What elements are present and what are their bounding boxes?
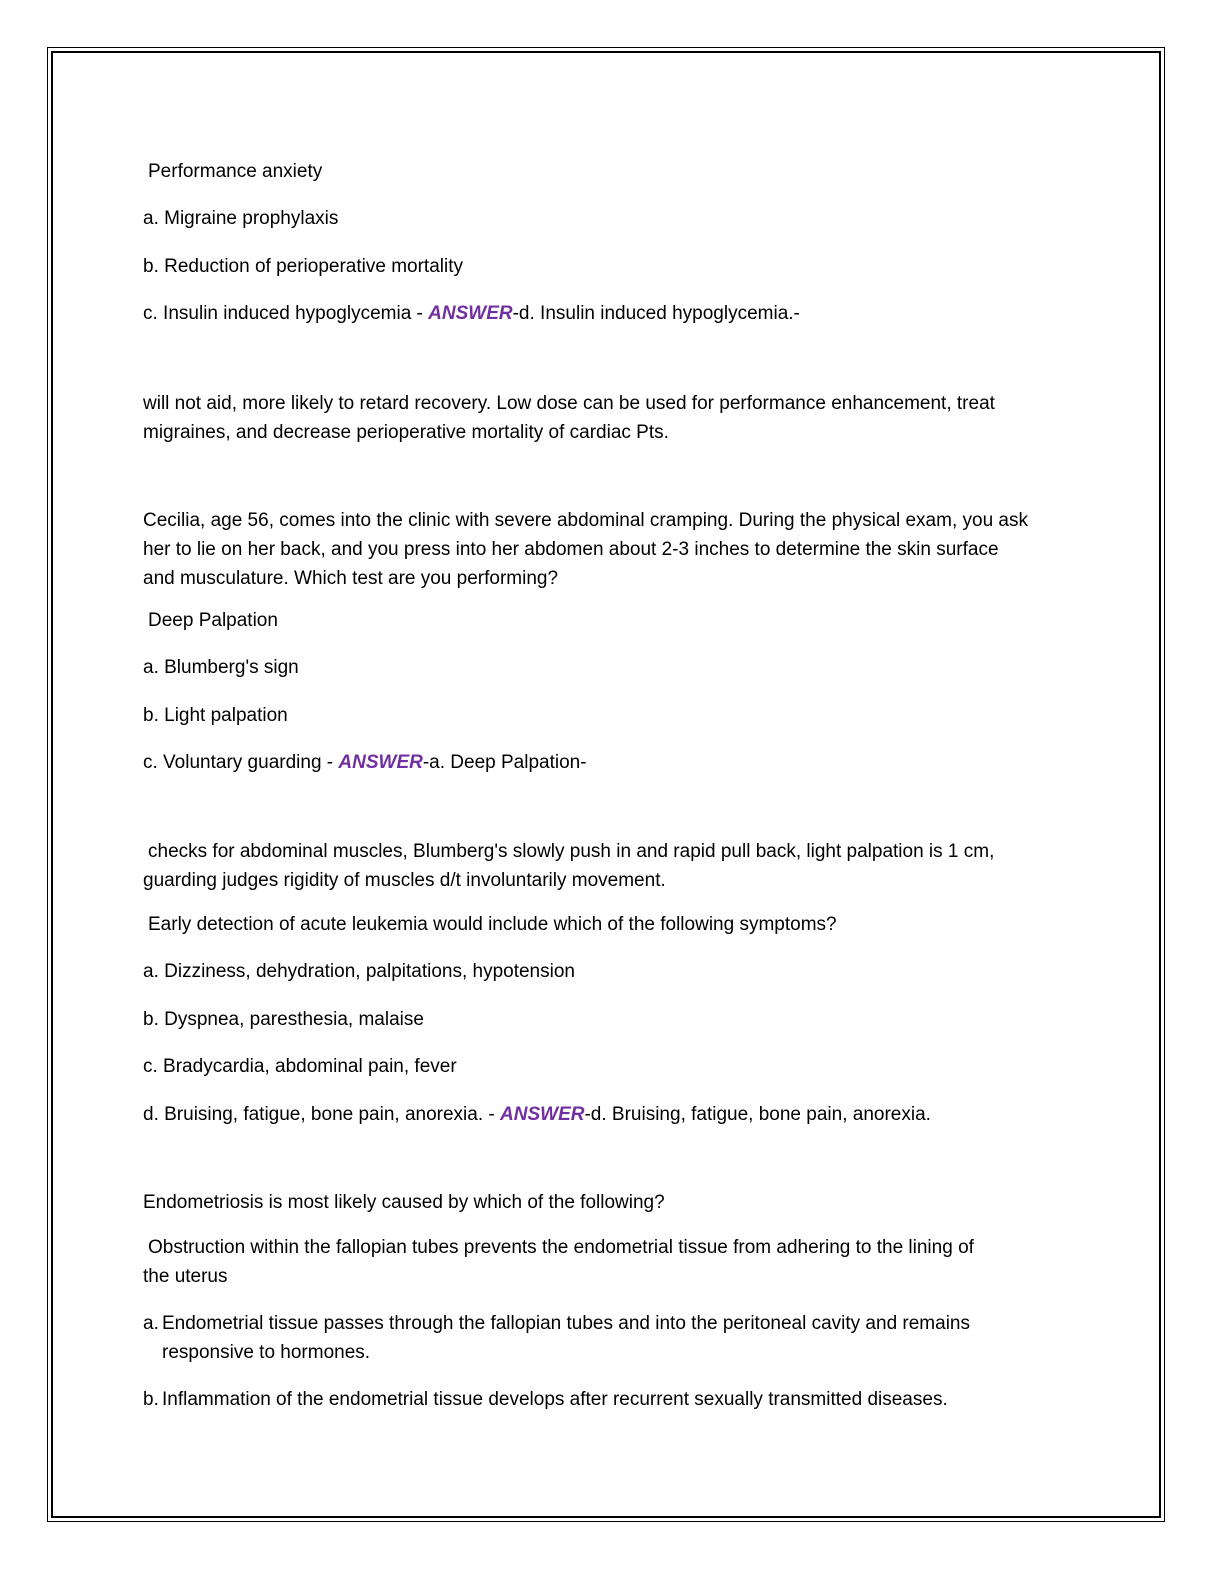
q4-option-a-line-2: responsive to hormones. — [162, 1342, 371, 1363]
q3-option-b: b. Dyspnea, paresthesia, malaise — [143, 1009, 424, 1030]
q2-option-c-text: c. Voluntary guarding - — [143, 752, 339, 773]
q1-rationale-line-1: will not aid, more likely to retard recovery. Low dose can be used for performance enhancement, treat — [143, 393, 995, 414]
q2-question-line-3: and musculature. Which test are you performing? — [143, 568, 559, 589]
q2-question-line-2: her to lie on her back, and you press into her abdomen about 2-3 inches to determine the skin surface — [143, 539, 999, 560]
q1-rationale-line-2: migraines, and decrease perioperative mortality of cardiac Pts. — [143, 422, 669, 443]
q1-option-c — [143, 299, 800, 328]
q1-option-a: a. Migraine prophylaxis — [143, 208, 339, 229]
q3-question: Early detection of acute leukemia would include which of the following symptoms? — [148, 914, 837, 935]
q1-answer-label: ANSWER — [428, 303, 513, 324]
q1-option-b: b. Reduction of perioperative mortality — [143, 256, 463, 277]
q2-option-b: b. Light palpation — [143, 705, 288, 726]
q4-stem-line-1: Obstruction within the fallopian tubes prevents the endometrial tissue from adhering to the lining of — [148, 1237, 974, 1258]
q3-answer-text: -d. Bruising, fatigue, bone pain, anorexia. — [584, 1104, 931, 1125]
q2-option-a: a. Blumberg's sign — [143, 657, 299, 678]
q4-option-a-line-1: Endometrial tissue passes through the fallopian tubes and into the peritoneal cavity and remains — [162, 1313, 970, 1334]
q4-option-a-marker: a. — [143, 1313, 159, 1334]
q1-stem: Performance anxiety — [148, 161, 323, 182]
q3-answer-label: ANSWER — [500, 1104, 585, 1125]
q3-option-c: c. Bradycardia, abdominal pain, fever — [143, 1056, 457, 1077]
q3-option-d-text: d. Bruising, fatigue, bone pain, anorexia. - — [143, 1104, 501, 1125]
q2-answer-text: -a. Deep Palpation- — [422, 752, 587, 773]
q2-rationale-line-2: guarding judges rigidity of muscles d/t involuntarily movement. — [143, 870, 666, 891]
q4-question: Endometriosis is most likely caused by which of the following? — [143, 1192, 665, 1213]
q4-option-b-line-1: Inflammation of the endometrial tissue develops after recurrent sexually transmitted diseases. — [162, 1389, 948, 1410]
q2-question-line-1: Cecilia, age 56, comes into the clinic with severe abdominal cramping. During the physical exam, you ask — [143, 510, 1028, 531]
q2-stem: Deep Palpation — [148, 610, 278, 631]
q1-option-c-text: c. Insulin induced hypoglycemia - — [143, 303, 429, 324]
q3-option-a: a. Dizziness, dehydration, palpitations, hypotension — [143, 961, 575, 982]
q4-stem-line-2: the uterus — [143, 1266, 228, 1287]
q2-option-c — [143, 748, 587, 777]
q1-answer-text: -d. Insulin induced hypoglycemia.- — [512, 303, 800, 324]
q3-option-d — [143, 1100, 931, 1129]
q4-option-b-marker: b. — [143, 1389, 159, 1410]
q2-rationale-line-1: checks for abdominal muscles, Blumberg's slowly push in and rapid pull back, light palpation is 1 cm, — [148, 841, 995, 862]
q2-answer-label: ANSWER — [338, 752, 423, 773]
